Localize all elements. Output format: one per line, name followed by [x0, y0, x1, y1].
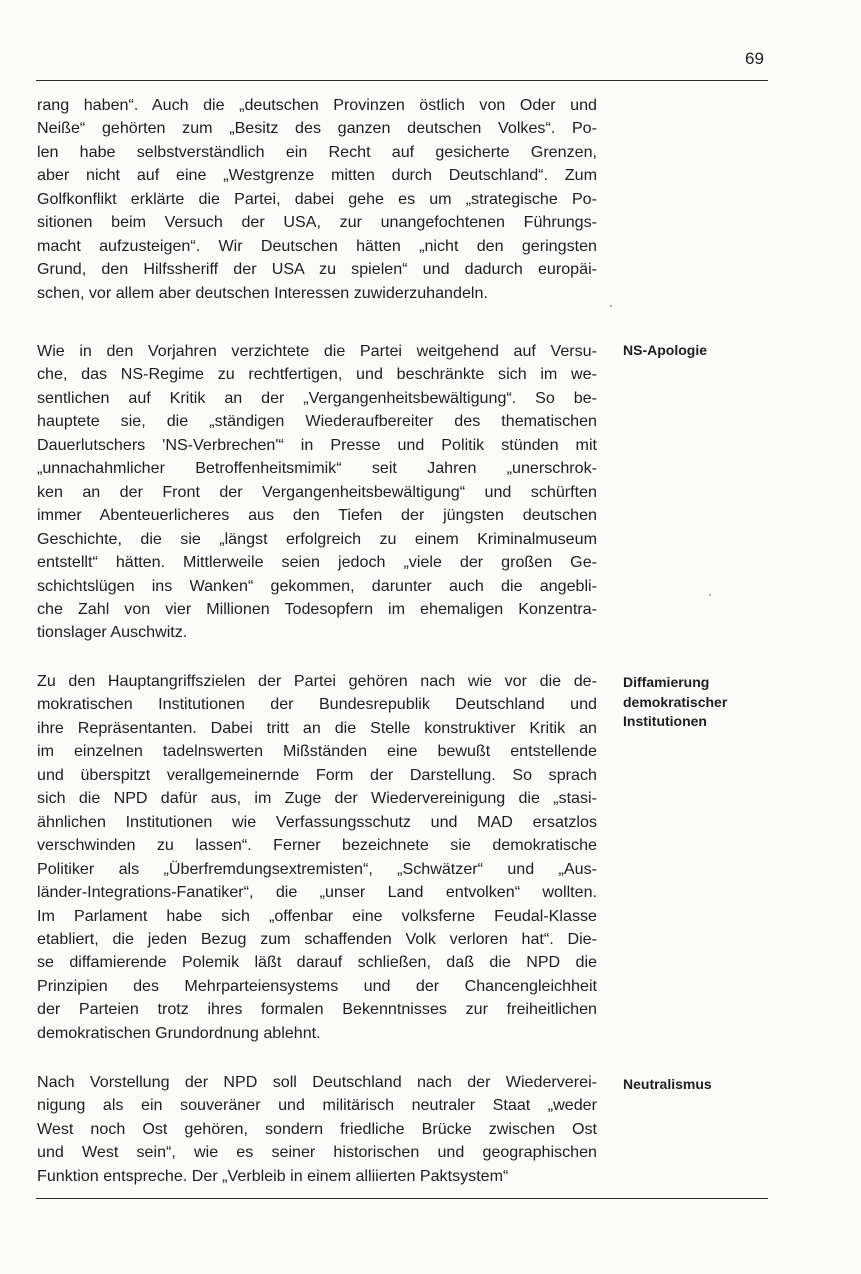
scan-speck	[610, 305, 612, 307]
text-line: che Zahl von vier Millionen Todesopfern im ehemaligen Konzentra-	[37, 599, 597, 618]
text-line: Diffamierung	[623, 674, 710, 690]
text-line: Im Parlament habe sich „offenbar eine volksferne Feudal-Klasse	[37, 906, 597, 925]
text-line: tionslager Auschwitz.	[37, 623, 188, 642]
text-line: immer Abenteuerlicheres aus den Tiefen der jüngsten deutschen	[37, 506, 597, 525]
text-line: und überspitzt verallgemeinernde Form der Darstellung. So sprach	[37, 765, 597, 784]
text-line: verschwinden zu lassen“. Ferner bezeichnete sie demokratische	[37, 836, 597, 855]
text-line: demokratischen Grundordnung ablehnt.	[37, 1023, 321, 1042]
text-line: Golfkonflikt erklärte die Partei, dabei gehe es um „strategische Po-	[37, 189, 597, 208]
text-line: und West sein“, wie es seiner historischen und geographischen	[37, 1143, 597, 1162]
text-line: schen, vor allem aber deutschen Interessen zuwiderzuhandeln.	[37, 283, 488, 302]
margin-note-diffamierung	[623, 673, 763, 732]
page-number: 69	[745, 49, 764, 68]
text-line: Geschichte, die sie „längst erfolgreich zu einem Kriminalmuseum	[37, 529, 597, 548]
text-line: ken an der Front der Vergangenheitsbewältigung“ und schürften	[37, 482, 597, 501]
paragraph-golfkonflikt	[37, 94, 597, 305]
text-line: entstellt“ hätten. Mittlerweile seien jedoch „viele der großen Ge-	[37, 553, 597, 572]
text-line: demokratischer	[623, 693, 728, 710]
text-line: Prinzipien des Mehrparteiensystems und der Chancengleichheit	[37, 976, 597, 995]
text-line: Neiße“ gehörten zum „Besitz des ganzen deutschen Volkes“. Po-	[37, 119, 597, 138]
text-line: Nach Vorstellung der NPD soll Deutschland nach der Wiederverei-	[37, 1073, 597, 1091]
margin-note-ns-apologie: NS-Apologie	[623, 342, 707, 358]
text-line: der Parteien trotz ihres formalen Bekenntnisses zur freiheitlichen	[37, 1000, 597, 1019]
text-line: Dauerlutschers 'NS-Verbrechen'“ in Presse und Politik stünden mit	[37, 435, 597, 454]
text-line: Grund, den Hilfssheriff der USA zu spielen“ und dadurch europäi-	[37, 260, 597, 279]
text-line: „unnachahmlicher Betroffenheitsmimik“ seit Jahren „unerschrok-	[37, 459, 597, 478]
text-line: rang haben“. Auch die „deutschen Provinzen östlich von Oder und	[37, 96, 597, 114]
text-line: aber nicht auf eine „Westgrenze mitten durch Deutschland“. Zum	[37, 166, 597, 185]
text-line: im einzelnen tadelnswerten Mißständen eine bewußt entstellende	[37, 742, 597, 761]
header-rule	[36, 80, 768, 81]
text-line: Zu den Hauptangriffszielen der Partei gehören nach wie vor die de-	[37, 672, 597, 690]
text-line: West noch Ost gehören, sondern friedliche Brücke zwischen Ost	[37, 1119, 597, 1138]
text-line: Funktion entspreche. Der „Verbleib in einem alliierten Paktsystem“	[37, 1166, 509, 1185]
paragraph-diffamierung	[37, 670, 597, 1045]
footer-rule	[36, 1198, 768, 1199]
text-line: ähnlichen Institutionen wie Verfassungsschutz und MAD ersatzlos	[37, 812, 597, 831]
text-line: Politiker als „Überfremdungsextremisten“, „Schwätzer“ und „Aus-	[37, 859, 597, 878]
scan-speck	[709, 594, 711, 596]
text-line: sich die NPD dafür aus, im Zuge der Wiedervereinigung die „stasi-	[37, 789, 597, 808]
margin-note-neutralismus: Neutralismus	[623, 1076, 712, 1092]
text-line: ihre Repräsentanten. Dabei tritt an die Stelle konstruktiver Kritik an	[37, 718, 597, 737]
text-line: hauptete sie, die „ständigen Wiederaufbereiter des thematischen	[37, 412, 597, 431]
text-line: mokratischen Institutionen der Bundesrepublik Deutschland und	[37, 695, 597, 714]
paragraph-neutralismus	[37, 1071, 597, 1188]
text-line: che, das NS-Regime zu rechtfertigen, und beschränkte sich im we-	[37, 365, 597, 384]
text-line: se diffamierende Polemik läßt darauf schließen, daß die NPD die	[37, 953, 597, 972]
text-line: len habe selbstverständlich ein Recht auf gesicherte Grenzen,	[37, 142, 597, 161]
text-line: länder-Integrations-Fanatiker“, die „unser Land entvolken“ wollten.	[37, 883, 597, 902]
text-line: nigung als ein souveräner und militärisch neutraler Staat „weder	[37, 1096, 597, 1115]
text-line: Institutionen	[623, 713, 707, 729]
text-line: Wie in den Vorjahren verzichtete die Partei weitgehend auf Versu-	[37, 342, 597, 360]
text-line: macht aufzusteigen“. Wir Deutschen hätten „nicht den geringsten	[37, 236, 597, 255]
text-line: sentlichen auf Kritik an der „Vergangenheitsbewältigung“. So be-	[37, 388, 597, 407]
paragraph-ns-apologie	[37, 340, 597, 645]
text-line: sitionen beim Versuch der USA, zur unangefochtenen Führungs-	[37, 213, 597, 232]
text-line: etabliert, die jeden Bezug zum schaffenden Volk verloren hat“. Die-	[37, 929, 597, 948]
text-line: schichtslügen ins Wanken“ gekommen, darunter auch die angebli-	[37, 576, 597, 595]
